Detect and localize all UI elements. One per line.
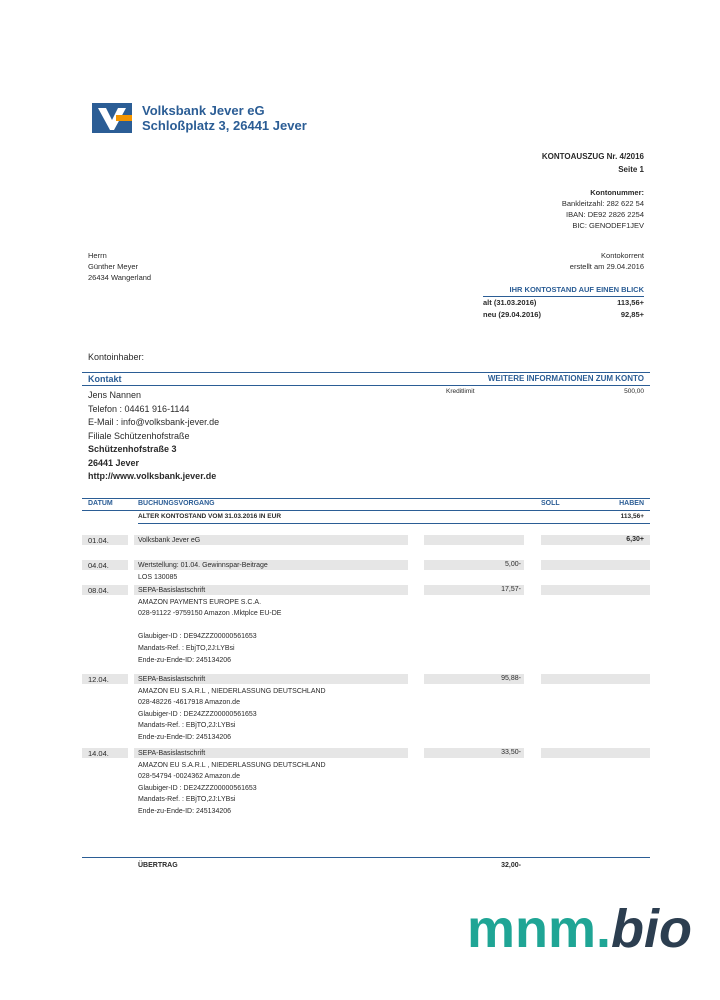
transaction-line: Mandats-Ref. : EbjTO,2J:LYBsi: [138, 644, 235, 652]
summary-new-value: 92,85+: [620, 310, 644, 319]
divider: [82, 385, 650, 386]
transaction-text: [138, 674, 408, 744]
account-type-info: [570, 250, 644, 272]
transaction-line: LOS 130085: [138, 573, 178, 581]
contact-branch: Filiale Schützenhofstraße: [88, 430, 190, 441]
transaction-line: SEPA-Basislastschrift: [138, 750, 206, 757]
recipient-salutation: Herrn: [88, 251, 107, 260]
transaction-text: [138, 535, 408, 547]
transaction-line: AMAZON EU S.A.R.L , NIEDERLASSUNG DEUTSCHLAND: [138, 761, 326, 769]
transaction-line: Mandats-Ref. : EBjTO,2J:LYBsi: [138, 796, 236, 804]
transaction-soll: 33,50-: [501, 749, 521, 756]
transaction-line: Mandats-Ref. : EBjTO,2J:LYBsi: [138, 722, 236, 730]
transaction-line: SEPA-Basislastschrift: [138, 676, 206, 683]
account-type: Kontokorrent: [601, 251, 644, 260]
transaction-line: SEPA-Basislastschrift: [138, 587, 206, 594]
divider: [138, 523, 650, 524]
transaction-line: 028-48226 -4617918 Amazon.de: [138, 699, 240, 707]
bank-address-line: Schloßplatz 3, 26441 Jever: [142, 118, 307, 133]
row-shade: [541, 748, 650, 758]
account-blz: Bankleitzahl: 282 622 54: [561, 199, 644, 208]
transaction-line: Ende-zu-Ende-ID: 245134206: [138, 807, 232, 815]
column-description: BUCHUNGSVORGANG: [138, 500, 215, 507]
account-label: Kontonummer:: [590, 188, 644, 197]
contact-details: [88, 389, 219, 484]
watermark-logo: [467, 898, 692, 960]
transaction-line: 028-54794 -0024362 Amazon.de: [138, 773, 240, 781]
summary-old-row: [483, 297, 644, 309]
row-shade: [424, 535, 524, 545]
contact-phone: Telefon : 04461 916-1144: [88, 403, 190, 414]
row-shade: [541, 674, 650, 684]
summary-old-value: 113,56+: [617, 298, 644, 307]
account-created: erstellt am 29.04.2016: [569, 262, 644, 271]
statement-page: Seite 1: [618, 165, 644, 174]
divider: [82, 510, 650, 511]
transaction-spacer: [138, 620, 408, 632]
recipient-name: Günther Meyer: [88, 262, 139, 271]
summary-new-label: neu (29.04.2016): [483, 310, 541, 319]
bank-name-line1: Volksbank Jever eG: [142, 103, 265, 118]
transaction-date: 04.04.: [88, 561, 109, 570]
divider: [82, 498, 650, 499]
column-haben: HABEN: [619, 500, 644, 507]
account-info: [562, 187, 644, 231]
transaction-line: Ende-zu-Ende-ID: 245134206: [138, 656, 232, 664]
divider: [82, 857, 650, 858]
watermark-part2: bio: [611, 899, 692, 959]
column-soll: SOLL: [541, 500, 560, 507]
transaction-text: [138, 585, 408, 666]
statement-info: [542, 150, 644, 176]
row-shade: [541, 585, 650, 595]
watermark-part1: mnm.: [466, 899, 612, 959]
statement-title: KONTOAUSZUG Nr. 4/2016: [541, 152, 644, 161]
transaction-haben: 6,30+: [626, 536, 644, 543]
transaction-line: AMAZON EU S.A.R.L , NIEDERLASSUNG DEUTSCHLAND: [138, 687, 326, 695]
transaction-date: 01.04.: [88, 536, 109, 545]
contact-url[interactable]: http://www.volksbank.jever.de: [88, 471, 217, 481]
holder-label: Kontoinhaber:: [88, 352, 145, 362]
column-date: DATUM: [88, 500, 113, 507]
info-heading: WEITERE INFORMATIONEN ZUM KONTO: [487, 374, 644, 383]
transaction-line: Glaubiger-ID : DE24ZZZ00000561653: [138, 710, 257, 718]
contact-heading: Kontakt: [88, 374, 122, 384]
transaction-text: [138, 560, 408, 583]
transaction-date: 08.04.: [88, 586, 109, 595]
credit-limit-value: 500,00: [624, 388, 644, 395]
contact-name: Jens Nannen: [88, 390, 142, 400]
contact-city: 26441 Jever: [88, 457, 140, 468]
transaction-line: Glaubiger-ID : DE24ZZZ00000561653: [138, 784, 257, 792]
account-bic: BIC: GENODEF1JEV: [572, 221, 644, 230]
transaction-soll: 5,00-: [505, 561, 521, 568]
summary-title: IHR KONTOSTAND AUF EINEN BLICK: [483, 285, 644, 297]
recipient-address: [88, 250, 151, 283]
old-balance-label: ALTER KONTOSTAND VOM 31.03.2016 IN EUR: [138, 513, 282, 520]
divider: [82, 372, 650, 373]
transaction-text: [138, 748, 408, 818]
credit-limit-label: Kreditlimit: [446, 388, 475, 395]
recipient-city: 26434 Wangerland: [88, 273, 152, 282]
transaction-soll: 95,88-: [501, 675, 521, 682]
contact-email: E-Mail : info@volksbank-jever.de: [88, 417, 220, 427]
transaction-date: 14.04.: [88, 749, 109, 758]
transaction-line: AMAZON PAYMENTS EUROPE S.C.A.: [138, 598, 262, 606]
row-shade: [541, 560, 650, 570]
transaction-date: 12.04.: [88, 675, 109, 684]
volksbank-logo-icon: [92, 103, 132, 133]
summary-new-row: [483, 309, 644, 321]
account-iban: IBAN: DE92 2826 2254: [566, 210, 644, 219]
carry-label: ÜBERTRAG: [138, 862, 178, 869]
transaction-soll: 17,57-: [501, 586, 521, 593]
transaction-line: Wertstellung: 01.04. Gewinnspar-Beitrage: [138, 562, 268, 569]
transaction-line: Volksbank Jever eG: [138, 537, 201, 544]
carry-value: 32,00-: [501, 862, 521, 869]
bank-name: [142, 103, 307, 133]
transaction-line: 028-91122 -9759150 Amazon .Mktplce EU-DE: [138, 610, 282, 618]
old-balance-value: 113,56+: [620, 513, 644, 520]
summary-old-label: alt (31.03.2016): [483, 298, 537, 307]
contact-street: Schützenhofstraße 3: [88, 444, 177, 454]
balance-summary: [483, 285, 644, 321]
transaction-line: Glaubiger-ID : DE94ZZZ00000561653: [138, 633, 257, 641]
transaction-line: Ende-zu-Ende-ID: 245134206: [138, 733, 232, 741]
